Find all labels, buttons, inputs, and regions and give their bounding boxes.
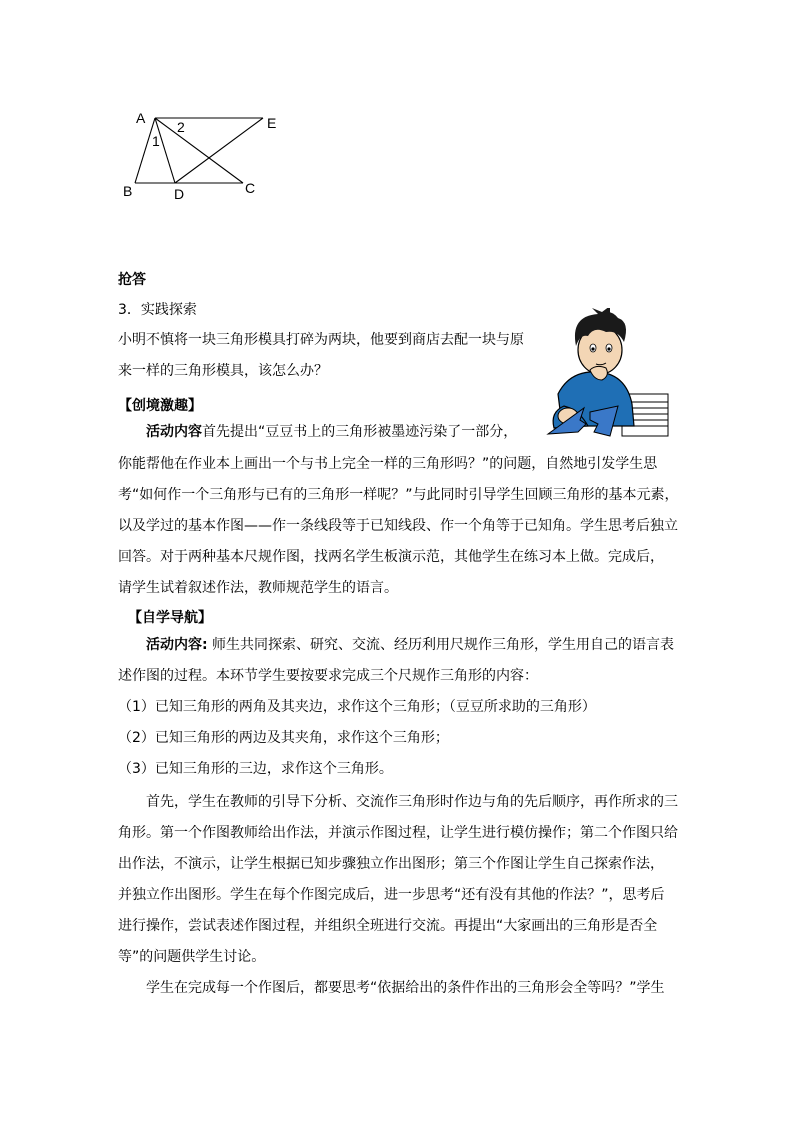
rush-answer-heading: 抢答 <box>118 272 146 288</box>
para1-line-6: 等”的问题供学生讨论。 <box>118 949 266 965</box>
segment-DE <box>175 118 263 183</box>
label-A: A <box>136 110 146 126</box>
chuangjing-line-6: 请学生试着叙述作法，教师规范学生的语言。 <box>118 580 398 596</box>
label-B: B <box>123 183 133 199</box>
chuangjing-line-1 <box>146 422 517 442</box>
section-3-title: 3．实践探索 <box>118 302 197 318</box>
zixue-line-1-text: 师生共同探索、研究、交流、经历利用尺规作三角形，学生用自己的语言表 <box>207 637 675 653</box>
para1-line-5: 进行操作，尝试表述作图过程，并组织全班进行交流。再提出“大家画出的三角形是否全 <box>118 918 658 934</box>
problem-line-2: 来一样的三角形模具，该怎么办？ <box>118 363 328 379</box>
para1-line-3: 出作法，不演示，让学生根据已知步骤独立作出图形；第三个作图让学生自己探索作法， <box>118 856 664 872</box>
para1-line-4: 并独立作出图形。学生在每个作图完成后，进一步思考“还有没有其他的作法？”，思考后 <box>118 887 665 903</box>
geometry-figure <box>118 108 298 204</box>
para1-line-1: 首先，学生在教师的引导下分析、交流作三角形时作边与角的先后顺序，再作所求的三 <box>146 794 678 810</box>
zixue-item-1: （1）已知三角形的两角及其夹边，求作这个三角形；（豆豆所求助的三角形） <box>118 699 596 715</box>
zixue-item-2: （2）已知三角形的两边及其夹角，求作这个三角形； <box>118 730 449 746</box>
label-D: D <box>174 186 185 202</box>
para1-line-2: 角形。第一个作图教师给出作法，并演示作图过程，让学生进行模仿操作；第二个作图只给 <box>118 825 678 841</box>
zixue-heading: 【自学导航】 <box>128 610 212 626</box>
zixue-line-2: 述作图的过程。本环节学生要按要求完成三个尺规作三角形的内容： <box>118 668 538 684</box>
activity-label: 活动内容: <box>146 637 208 653</box>
chuangjing-line-4: 以及学过的基本作图——作一条线段等于已知线段、作一个角等于已知角。学生思考后独立 <box>118 518 678 534</box>
zixue-line-1 <box>146 635 674 655</box>
segment-AC <box>155 118 243 183</box>
chuangjing-line-1-text: 首先提出“豆豆书上的三角形被墨迹污染了一部分， <box>202 424 518 440</box>
label-C: C <box>245 180 256 196</box>
angle-label-2: 2 <box>177 119 185 135</box>
angle-label-1: 1 <box>152 133 160 149</box>
chuangjing-line-5: 回答。对于两种基本尺规作图，找两名学生板演示范，其他学生在练习本上做。完成后， <box>118 549 664 565</box>
problem-line-1: 小明不慎将一块三角形模具打碎为两块，他要到商店去配一块与原 <box>118 332 524 348</box>
chuangjing-heading: 【创境激趣】 <box>118 398 202 414</box>
chuangjing-line-3: 考“如何作一个三角形与已有的三角形一样呢？”与此同时引导学生回顾三角形的基本元素， <box>118 487 679 503</box>
segment-AD <box>155 118 175 183</box>
chuangjing-line-2: 你能帮他在作业本上画出一个与书上完全一样的三角形吗？”的问题，自然地引发学生思 <box>118 456 658 472</box>
para2-line-1: 学生在完成每一个作图后，都要思考“依据给出的条件作出的三角形会全等吗？”学生 <box>146 980 665 996</box>
activity-label: 活动内容 <box>146 424 202 440</box>
segment-AB <box>135 118 155 183</box>
zixue-item-3: （3）已知三角形的三边，求作这个三角形。 <box>118 761 393 777</box>
label-E: E <box>267 115 277 131</box>
thinking-boy-illustration <box>540 308 670 440</box>
